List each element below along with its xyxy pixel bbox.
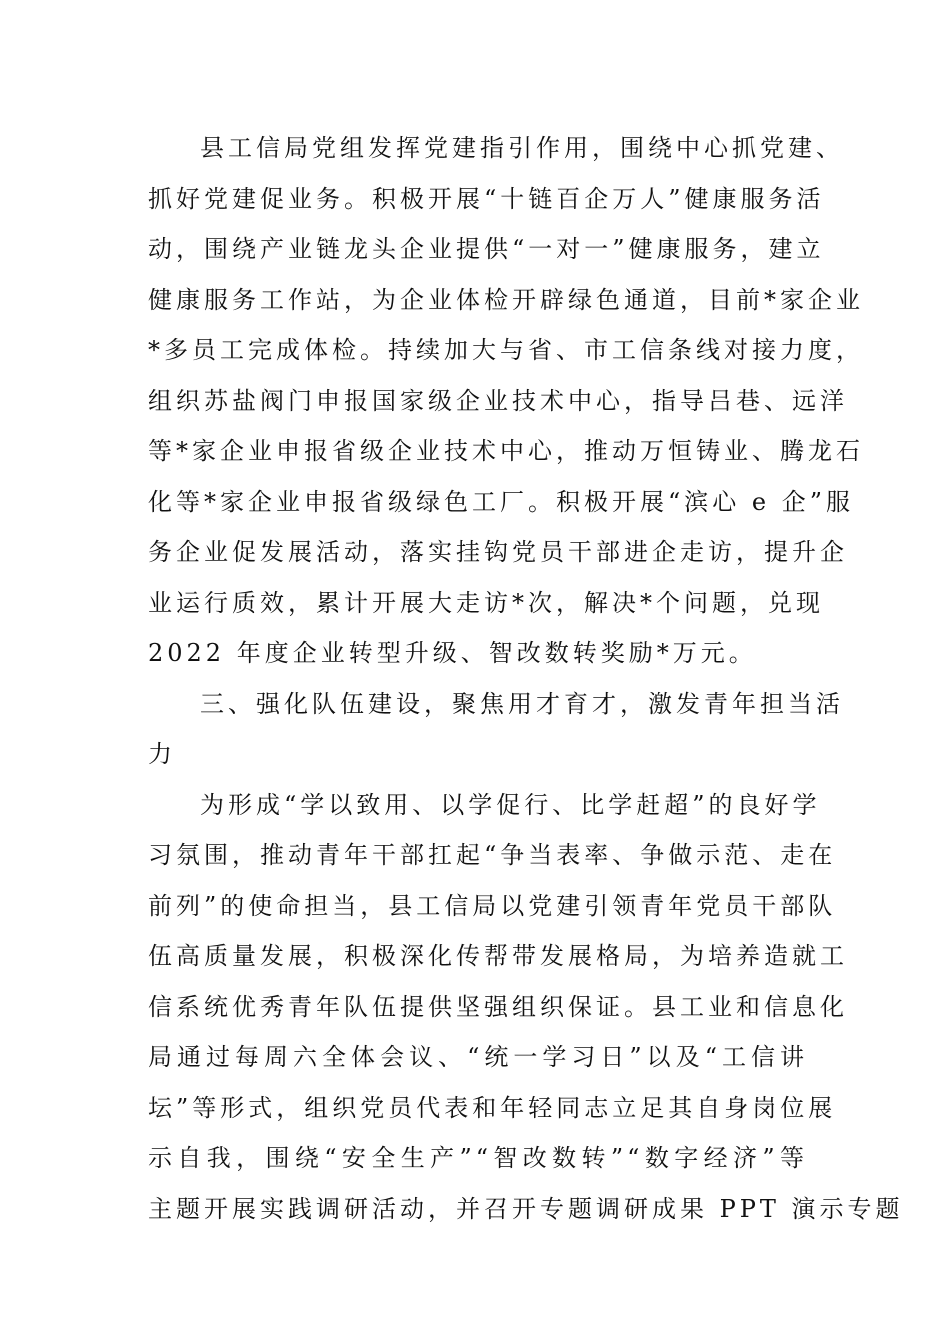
paragraph-line: *多员工完成体检。持续加大与省、市工信条线对接力度， — [148, 336, 864, 364]
paragraph-line: 2022 年度企业转型升级、智改数转奖励*万元。 — [148, 639, 757, 667]
paragraph-youth-team — [148, 780, 904, 1235]
paragraph-line: 等*家企业申报省级企业技术中心，推动万恒铸业、腾龙石 — [148, 437, 864, 465]
paragraph-line: 动，围绕产业链龙头企业提供“一对一”健康服务，建立 — [148, 235, 825, 263]
paragraph-line: 务企业促发展活动，落实挂钩党员干部进企走访，提升企 — [148, 538, 848, 566]
section-heading-3 — [148, 679, 844, 780]
paragraph-line: 坛”等形式，组织党员代表和年轻同志立足其自身岗位展 — [148, 1093, 837, 1122]
paragraph-line: 县工信局党组发挥党建指引作用，围绕中心抓党建、 — [200, 134, 844, 162]
paragraph-line: 抓好党建促业务。积极开展“十链百企万人”健康服务活 — [148, 184, 825, 213]
paragraph-line: 主题开展实践调研活动，并召开专题调研成果 PPT 演示专题 — [148, 1194, 904, 1223]
paragraph-line: 伍高质量发展，积极深化传帮带发展格局，为培养造就工 — [148, 942, 848, 970]
paragraph-party-building — [148, 123, 864, 679]
paragraph-line: 前列”的使命担当，县工信局以党建引领青年党员干部队 — [148, 891, 837, 920]
paragraph-line: 业运行质效，累计开展大走访*次，解决*个问题，兑现 — [148, 588, 824, 617]
paragraph-line: 局通过每周六全体会议、“统一学习日”以及“工信讲 — [148, 1043, 808, 1071]
paragraph-line: 化等*家企业申报省级绿色工厂。积极开展“滨心 e 企”服 — [148, 487, 854, 516]
document-body — [148, 123, 904, 1234]
paragraph-line: 示自我，围绕“安全生产”“智改数转”“数字经济”等 — [148, 1144, 808, 1172]
paragraph-line: 健康服务工作站，为企业体检开辟绿色通道，目前*家企业 — [148, 285, 864, 314]
heading-line: 力 — [148, 740, 176, 768]
heading-line: 三、强化队伍建设，聚焦用才育才，激发青年担当活 — [200, 689, 844, 718]
paragraph-line: 习氛围，推动青年干部扛起“争当表率、争做示范、走在 — [148, 841, 837, 869]
paragraph-line: 为形成“学以致用、以学促行、比学赶超”的良好学 — [200, 790, 821, 819]
paragraph-line: 组织苏盐阀门申报国家级企业技术中心，指导吕巷、远洋 — [148, 386, 848, 415]
paragraph-line: 信系统优秀青年队伍提供坚强组织保证。县工业和信息化 — [148, 992, 848, 1021]
